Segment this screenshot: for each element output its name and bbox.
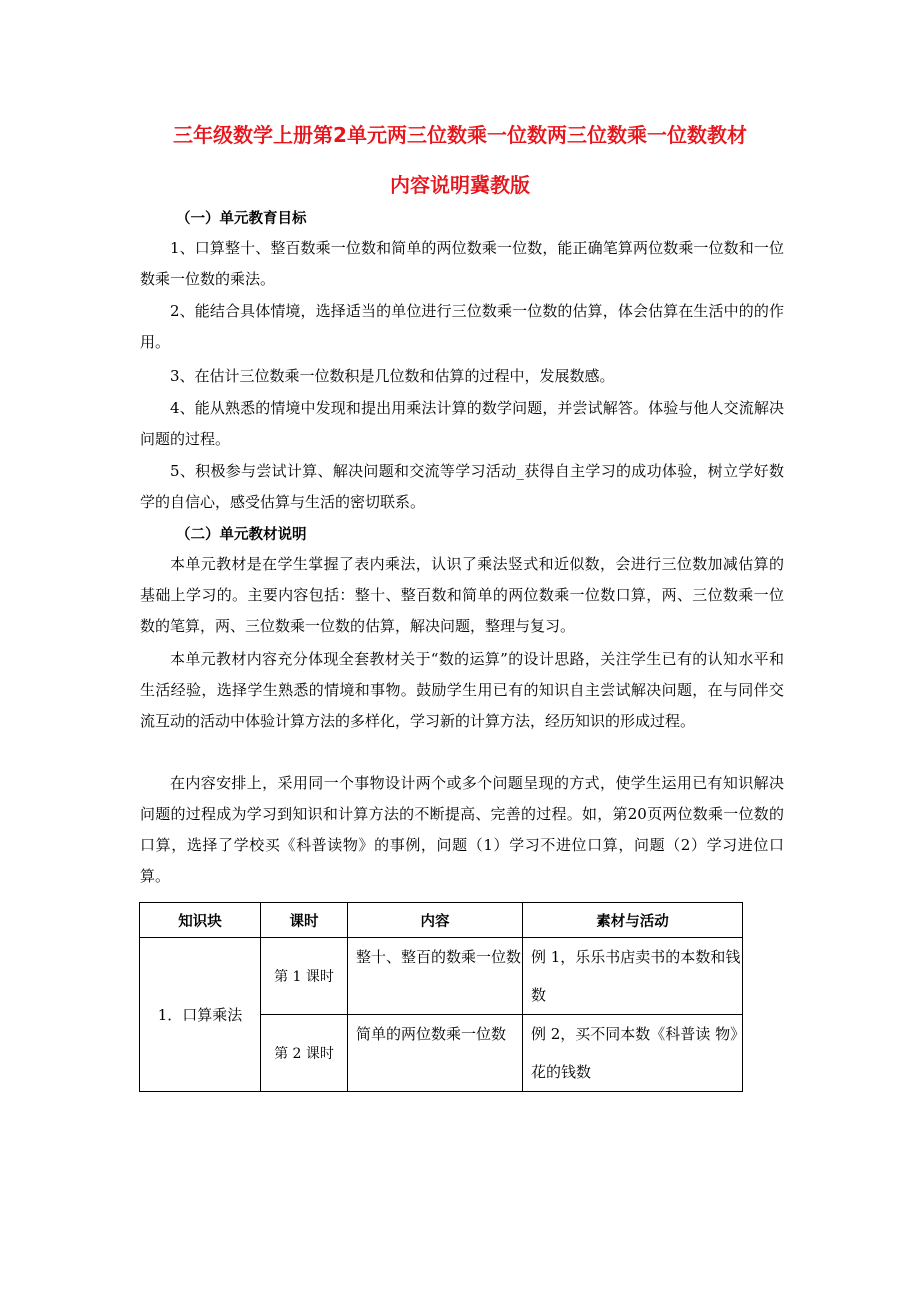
materials-paragraph-3: 在内容安排上，采用同一个事物设计两个或多个问题呈现的方式，使学生运用已有知识解决问题的过程成为学习到知识和计算方法的不断提高、完善的过程。如，第20页两位数乘一位数的口算，选择了学校买《科普读物》的事例，问题（1）学习不进位口算，问题（2）学习进位口算。 — [140, 774, 784, 885]
content-cell: 简单的两位数乘一位数 — [348, 1015, 523, 1092]
document-title-line-2: 内容说明冀教版 — [390, 173, 530, 197]
header-content: 内容 — [348, 903, 523, 938]
goal-paragraph-3: 3、在估计三位数乘一位数积是几位数和估算的过程中，发展数感。 — [170, 367, 615, 385]
header-lesson: 课时 — [261, 903, 348, 938]
lesson-cell: 第 1 课时 — [261, 938, 348, 1015]
goal-paragraph-1: 1、口算整十、整百数乘一位数和简单的两位数乘一位数，能正确笔算两位数乘一位数和一位数乘一位数的乘法。 — [140, 239, 784, 288]
goal-paragraph-5: 5、积极参与尝试计算、解决问题和交流等学习活动_获得自主学习的成功体验，树立学好数学的自信心，感受估算与生活的密切联系。 — [140, 462, 784, 511]
header-knowledge-block: 知识块 — [140, 903, 261, 938]
content-cell: 整十、整百的数乘一位数 — [348, 938, 523, 1015]
section-heading-materials: （二）单元教材说明 — [176, 527, 307, 543]
document-title-line-1: 三年级数学上册第2单元两三位数乘一位数两三位数乘一位数教材 — [173, 123, 747, 147]
material-cell: 例 2，买不同本数《科普读 物》花的钱数 — [523, 1015, 743, 1092]
table-header-row — [140, 903, 743, 938]
goal-paragraph-4: 4、能从熟悉的情境中发现和提出用乘法计算的数学问题，并尝试解答。体验与他人交流解决问题的过程。 — [140, 399, 784, 448]
lesson-cell: 第 2 课时 — [261, 1015, 348, 1092]
material-cell: 例 1，乐乐书店卖书的本数和钱数 — [523, 938, 743, 1015]
knowledge-block-cell: 1．口算乘法 — [140, 938, 261, 1092]
materials-paragraph-1: 本单元教材是在学生掌握了表内乘法，认识了乘法竖式和近似数，会进行三位数加减估算的基础上学习的。主要内容包括：整十、整百数和简单的两位数乘一位数口算，两、三位数乘一位数的笔算，两、三位数乘一位数的估算，解决问题，整理与复习。 — [140, 555, 784, 635]
curriculum-table — [139, 902, 743, 1092]
materials-paragraph-2: 本单元教材内容充分体现全套教材关于“数的运算”的设计思路，关注学生已有的认知水平和生活经验，选择学生熟悉的情境和事物。鼓励学生用已有的知识自主尝试解决问题，在与同伴交流互动的活动中体验计算方法的多样化，学习新的计算方法，经历知识的形成过程。 — [140, 650, 784, 730]
goal-paragraph-2: 2、能结合具体情境，选择适当的单位进行三位数乘一位数的估算，体会估算在生活中的的作用。 — [140, 302, 784, 351]
table-row — [140, 938, 743, 1015]
section-heading-goals: （一）单元教育目标 — [176, 211, 307, 227]
header-materials-activities: 素材与活动 — [523, 903, 743, 938]
